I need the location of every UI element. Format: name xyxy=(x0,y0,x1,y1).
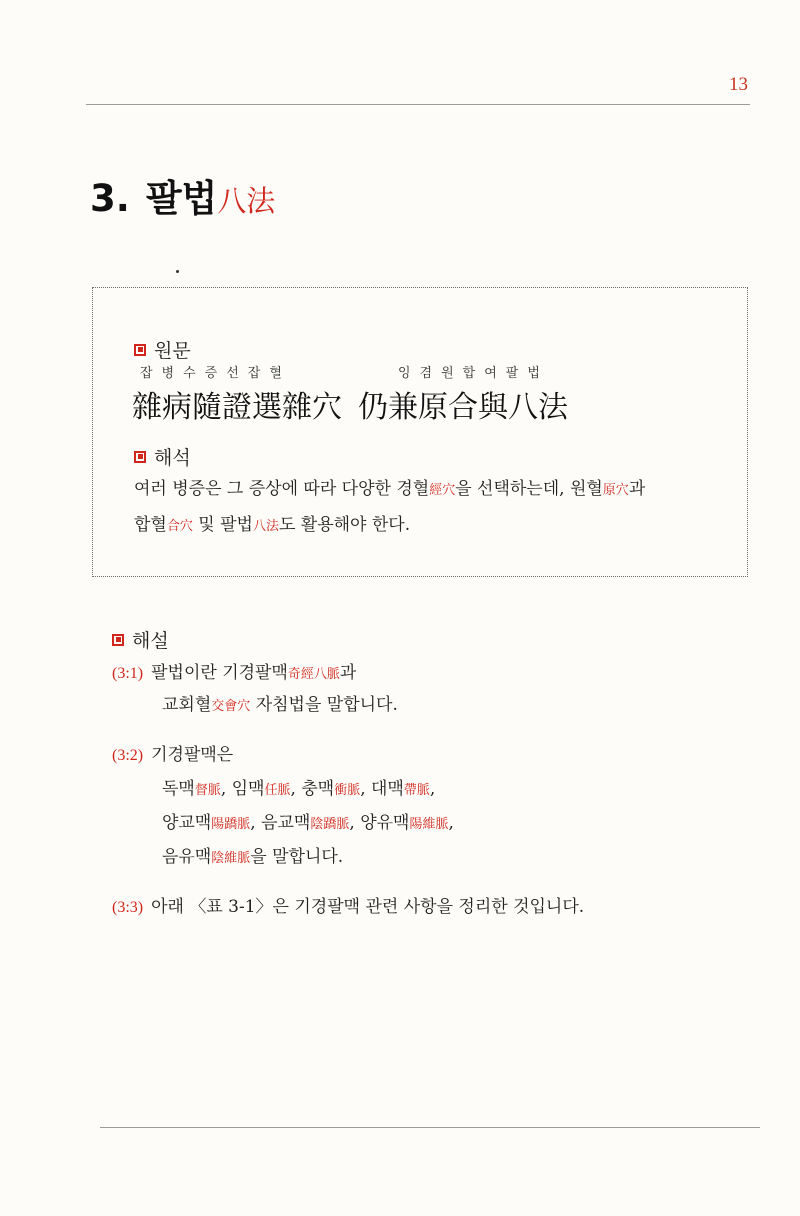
section-title-hanja: 八法 xyxy=(217,184,276,218)
page-number: 13 xyxy=(729,74,748,95)
interpretation-heading: 해석 xyxy=(134,443,191,470)
original-reading-2: 잉겸원합여팔법 xyxy=(398,366,549,381)
original-reading-1: 잡병수증선잡혈 xyxy=(140,366,291,381)
commentary-item-1-line-2: 교회혈交會穴 자침법을 말합니다. xyxy=(162,695,398,715)
original-text-1: 雜病隨證選雜穴 xyxy=(132,390,342,425)
square-marker-icon xyxy=(112,634,124,646)
header-rule xyxy=(86,104,750,105)
stray-dot xyxy=(176,270,179,273)
footer-rule xyxy=(100,1127,760,1128)
item-label: (3:2) xyxy=(112,747,144,764)
original-hanja-text xyxy=(132,382,568,426)
original-heading: 원문 xyxy=(134,336,191,363)
commentary-item-1-line-1: (3:1) 팔법이란 기경팔맥奇經八脈과 xyxy=(112,663,357,683)
commentary-item-2-line-2: 독맥督脈, 임맥任脈, 충맥衝脈, 대맥帶脈, xyxy=(162,779,436,799)
section-title xyxy=(90,168,275,222)
item-label: (3:1) xyxy=(112,665,144,682)
section-title-korean: 팔법 xyxy=(145,177,218,220)
square-marker-icon xyxy=(134,451,146,463)
square-marker-icon xyxy=(134,344,146,356)
commentary-item-2-line-1: (3:2) 기경팔맥은 xyxy=(112,745,234,765)
interpretation-line-2: 합혈合穴 및 팔법八法도 활용해야 한다. xyxy=(134,515,411,535)
commentary-item-3-line-1: (3:3) 아래 〈표 3-1〉은 기경팔맥 관련 사항을 정리한 것입니다. xyxy=(112,897,585,917)
commentary-item-2-line-3: 양교맥陽蹻脈, 음교맥陰蹻脈, 양유맥陽維脈, xyxy=(162,813,454,833)
section-number: 3. xyxy=(90,177,130,220)
interpretation-line-1: 여러 병증은 그 증상에 따라 다양한 경혈經穴을 선택하는데, 원혈原穴과 xyxy=(134,479,646,499)
item-label: (3:3) xyxy=(112,899,144,916)
commentary-item-2-line-4: 음유맥陰維脈을 말합니다. xyxy=(162,847,344,867)
original-text-2: 仍兼原合與八法 xyxy=(358,390,568,425)
commentary-heading: 해설 xyxy=(112,626,169,653)
